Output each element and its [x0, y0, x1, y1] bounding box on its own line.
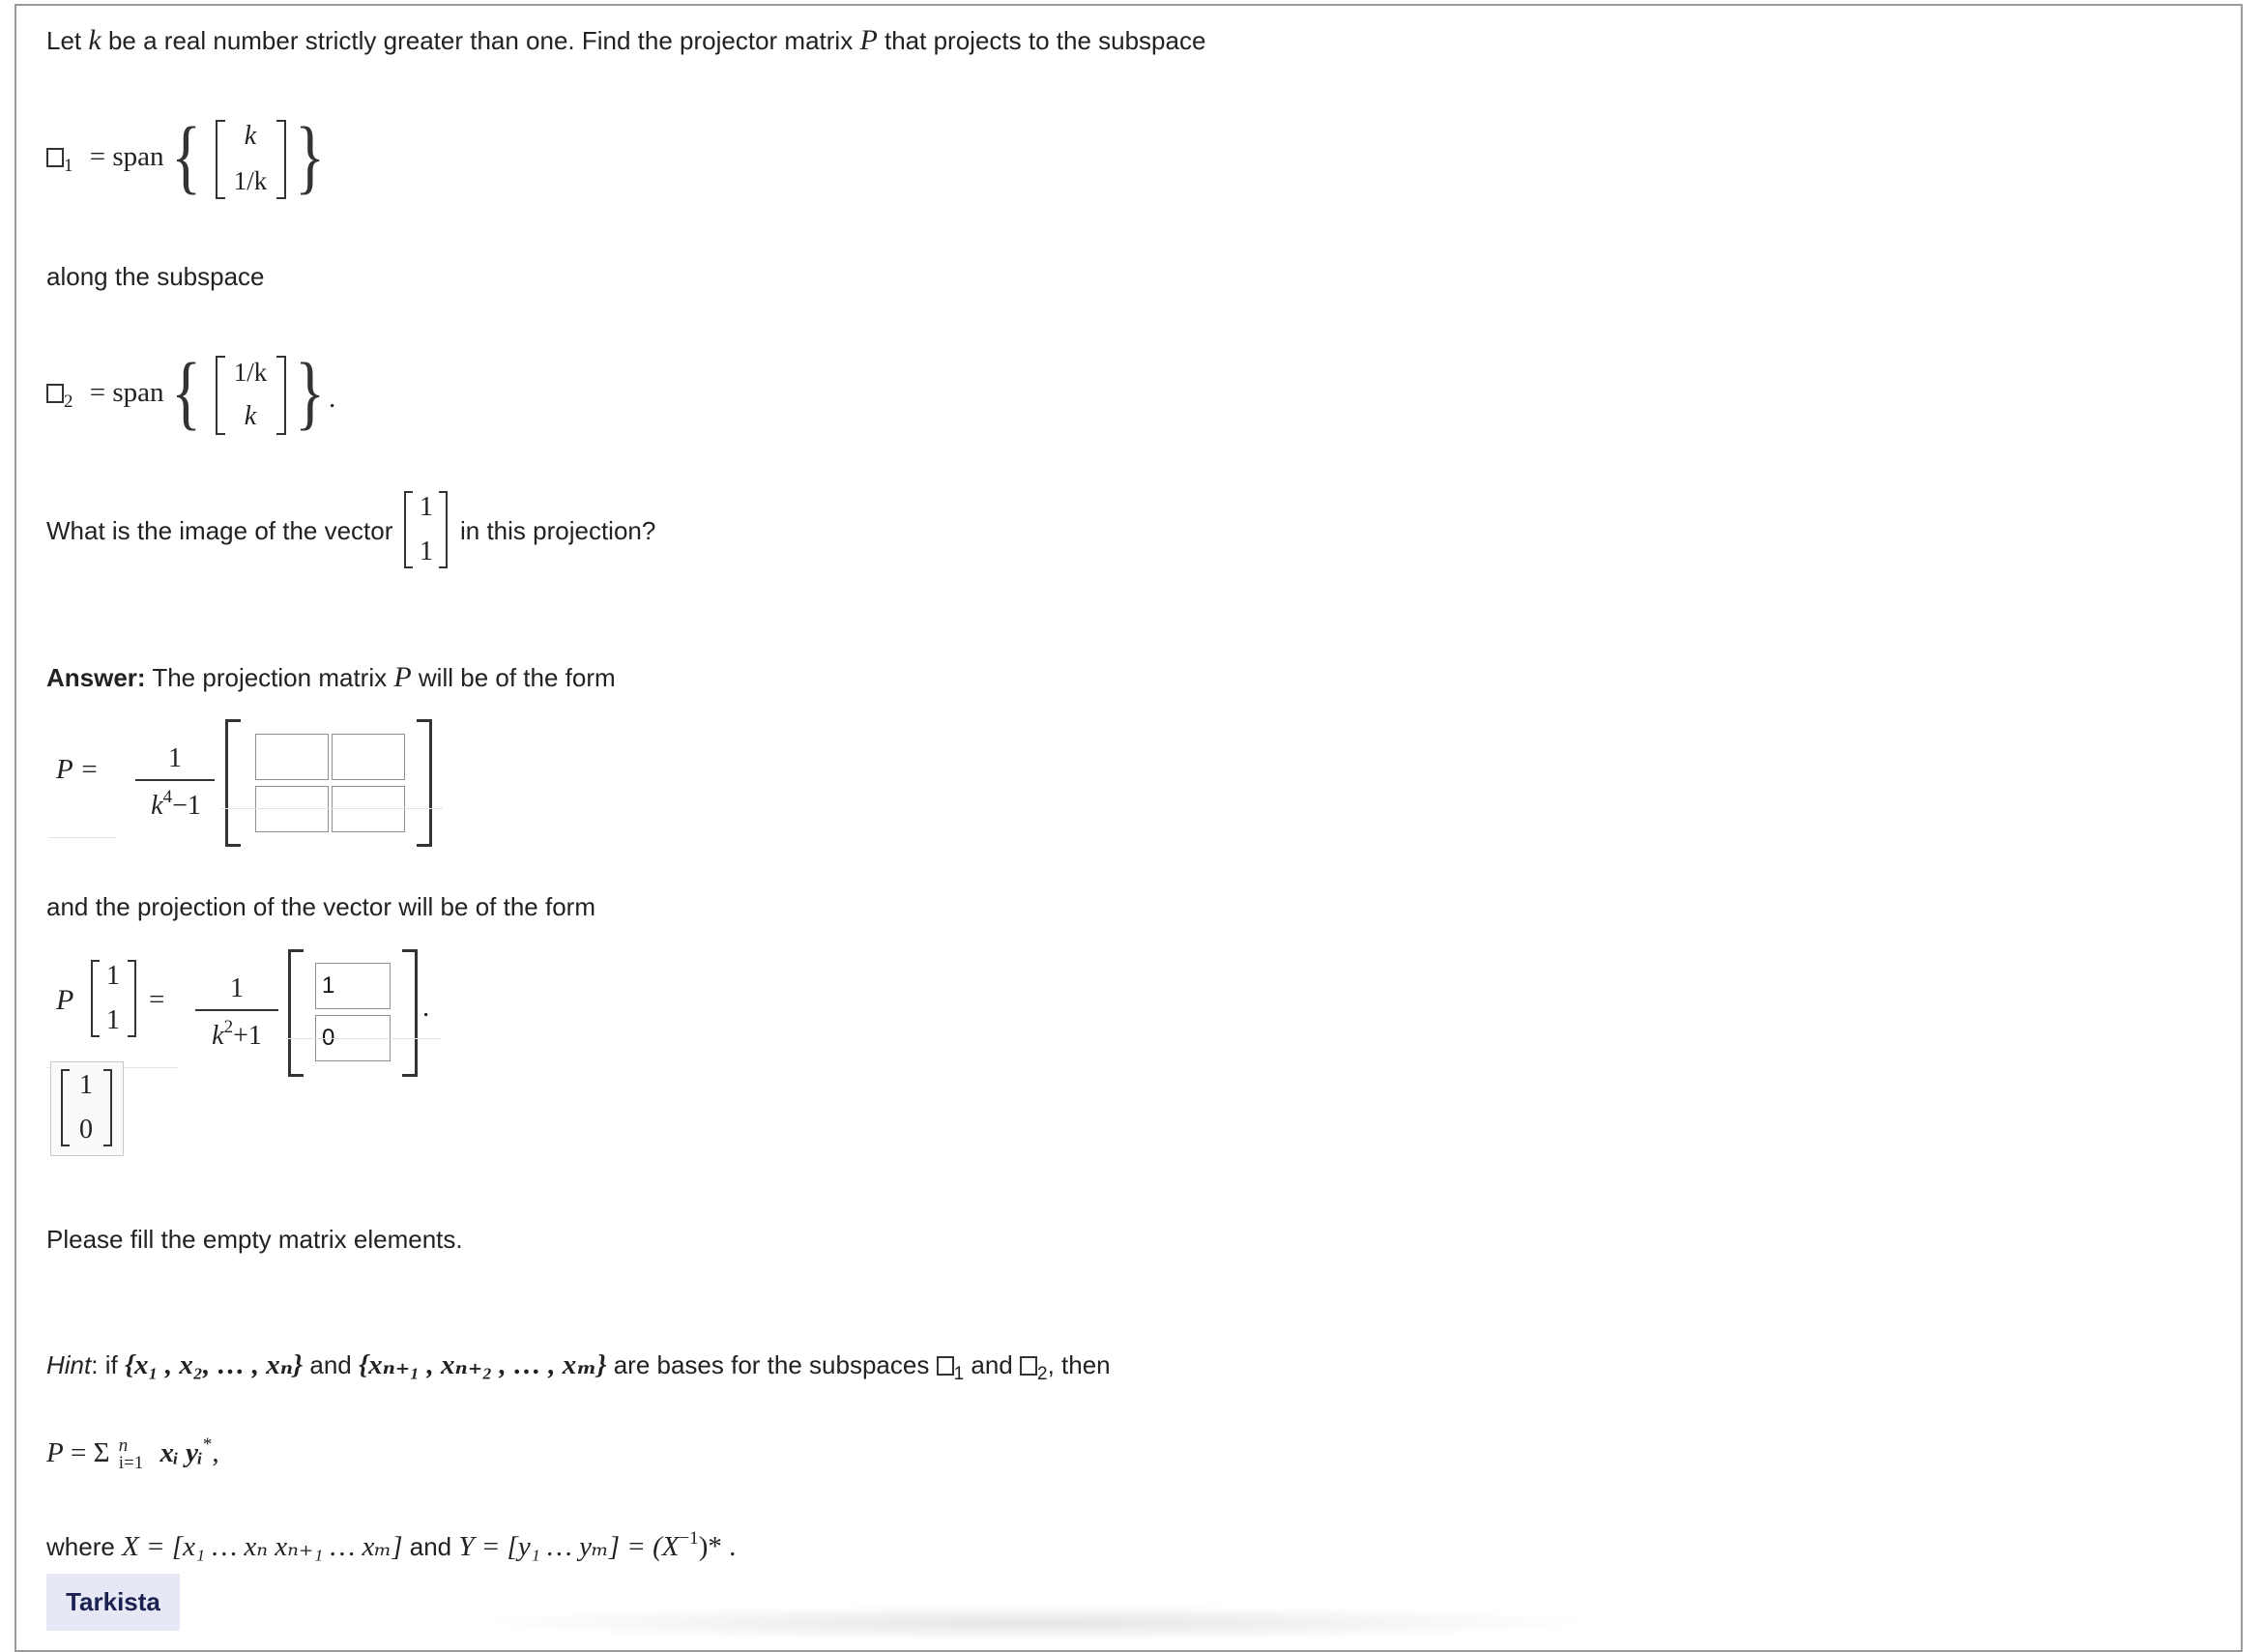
subspace-symbol-icon [46, 148, 64, 167]
projection-matrix-label: P = [56, 754, 100, 785]
hint-formula: P = Σ n i=1 xᵢ yᵢ*, [46, 1435, 219, 1474]
vector-period: . [422, 992, 430, 1023]
question-text-b: in this projection? [460, 516, 656, 545]
matrix-cell-2-2[interactable] [332, 786, 405, 832]
check-button[interactable]: Tarkista [46, 1574, 180, 1631]
matrix-cell-1-2[interactable] [332, 734, 405, 780]
hint-text: Hint: if {x₁ , x₂, … , xₙ} and {xₙ₊₁ , xₙ₊₂ , … , xₘ} are bases for the subspaces $_1$ and $_2$, then [46, 1349, 1111, 1384]
subspace-2-entry-2: k [244, 401, 257, 431]
right-bracket-icon [276, 120, 286, 199]
matrix-left-bracket-icon [225, 719, 241, 847]
bottom-shadow [464, 1605, 1605, 1641]
fraction-2-denominator: $k^2+1$ [212, 1017, 262, 1051]
fraction-2-line [195, 1009, 278, 1011]
question-text-a: What is the image of the vector [46, 516, 393, 545]
right-bracket-icon [276, 356, 286, 435]
subspace-symbol-icon [46, 384, 64, 403]
along-text: along the subspace [46, 262, 265, 291]
question-vector-entry-2: 1 [420, 536, 433, 566]
problem-intro: Let k be a real number strictly greater than one. Find the projector matrix P that projects to the subspace [46, 24, 1206, 56]
fraction-1-line [135, 779, 215, 781]
subspace-2-entry-1: 1/k [233, 358, 268, 387]
preview-entry-2: 0 [79, 1115, 93, 1145]
right-brace-icon: } [295, 345, 326, 438]
result-vector-entry-1[interactable] [315, 963, 391, 1009]
left-brace-icon: { [171, 345, 202, 438]
subspace-1-entry-1: k [244, 121, 257, 151]
row-separator [286, 1038, 441, 1039]
subspace-1-entry-2: 1/k [233, 166, 268, 195]
fraction-2-numerator: 1 [230, 973, 244, 1003]
left-brace-icon: { [171, 109, 202, 202]
subspace-symbol-icon [1020, 1356, 1037, 1376]
row-separator [220, 808, 443, 809]
fraction-1-numerator: 1 [168, 743, 182, 773]
hint-where: where X = [x₁ … xₙ xₙ₊₁ … xₘ] and Y = [y₁ … $y_m] = (X^{-1})*$ . [46, 1528, 737, 1562]
fill-instruction: Please fill the empty matrix elements. [46, 1225, 463, 1254]
subspace-symbol-icon [937, 1356, 954, 1376]
question-vector-entry-1: 1 [420, 492, 433, 522]
lhs-vector-entry-1: 1 [106, 961, 120, 991]
equals-sign: = [149, 984, 165, 1015]
right-bracket-icon [103, 1069, 112, 1146]
answer-intro: Answer: The projection matrix P will be of the form [46, 661, 616, 693]
projection-text: and the projection of the vector will be of the form [46, 892, 595, 921]
lhs-vector-entry-2: 1 [106, 1005, 120, 1035]
subspace-2-label: $_2$ = span [46, 377, 164, 413]
subspace-1-label: $_1$ = span [46, 141, 164, 177]
matrix-cell-1-1[interactable] [255, 734, 329, 780]
vector-left-bracket-icon [288, 949, 304, 1077]
preview-entry-1: 1 [79, 1070, 93, 1100]
answer-preview [50, 1061, 124, 1156]
right-brace-icon: } [295, 109, 326, 202]
right-bracket-icon [439, 491, 448, 568]
lhs-P: P [56, 984, 74, 1016]
fraction-1-denominator: $k^4-1$ [151, 787, 201, 821]
right-bracket-icon [128, 960, 136, 1037]
row-separator [48, 837, 116, 838]
subspace-2-period: . [329, 383, 336, 414]
vector-right-bracket-icon [402, 949, 418, 1077]
matrix-cell-2-1[interactable] [255, 786, 329, 832]
matrix-right-bracket-icon [417, 719, 432, 847]
